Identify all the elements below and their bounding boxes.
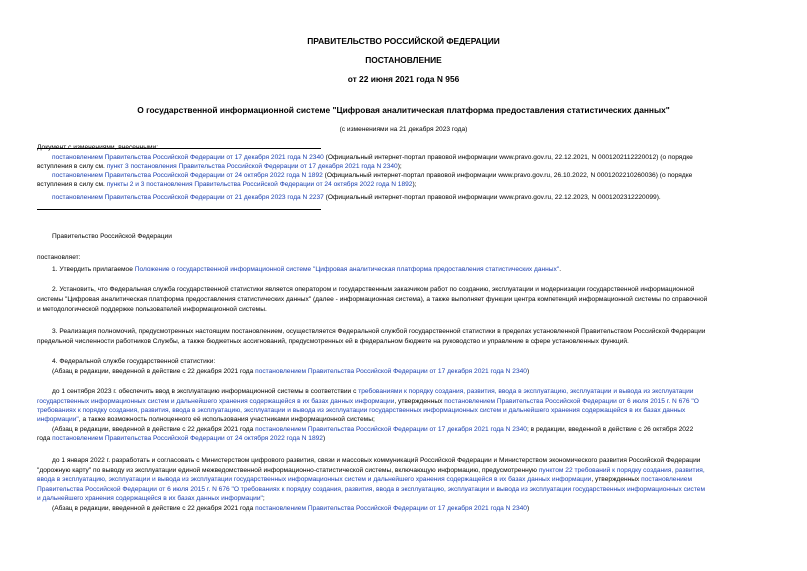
revision-note: (с изменениями на 21 декабря 2023 года) — [339, 126, 468, 133]
amendment-3 — [52, 193, 661, 203]
paragraph-4-note: (Абзац в редакции, введенной в действие с 22 декабря 2021 года постановлением Правительства Российской Федерации от 17 декабря 2021 года N 2340) — [52, 368, 530, 375]
paragraph-5-note: (Абзац в редакции, введенной в действие с 22 декабря 2021 года постановлением Правительства Российской Федерации от 17 декабря 2021 года N 2340; в редакции, введенной в действие с 26 октября 2022 — [52, 426, 694, 433]
point-22-link[interactable]: пунктом 22 требований к порядку создания, развития, — [538, 467, 705, 474]
paragraph-2-line-2: системы "Цифровая аналитическая платформа предоставления статистических данных" (далее - информационная система), а также выполняет функции центра компетенций информационной системы по справочной — [37, 296, 708, 303]
regulation-link[interactable]: Положение о государственной информационной системе "Цифровая аналитическая платформа предоставления статистических данных" — [134, 266, 560, 273]
resolution-676-link[interactable]: постановлением Правительства Российской Федерации от 6 июля 2015 г. N 676 "О — [444, 398, 699, 405]
document-date-number: от 22 июня 2021 года N 956 — [347, 74, 460, 84]
document-type-heading: ПОСТАНОВЛЕНИЕ — [365, 55, 442, 65]
paragraph-6-line-3: ввода в эксплуатацию, эксплуатации и вывода из эксплуатации государственных информационных систем и дальнейшего хранения содержащейся в их базах данных информации, утвержденных постановлением — [37, 476, 693, 483]
amendment-2-continued: вступления в силу см. пункты 2 и 3 постановления Правительства Российской Федерации от 24 октября 2022 года N 1892); — [37, 181, 417, 188]
amendment-3-text: (Официальный интернет-портал правовой информации www.pravo.gov.ru, 22.12.2023, N 0001202312220099). — [323, 194, 661, 201]
government-line: Правительство Российской Федерации — [52, 233, 172, 240]
paragraph-3-line-1: 3. Реализация полномочий, предусмотренных настоящим постановлением, осуществляется Федеральной службой государственной статистики в пределах установленной Правительством Российской Федерации — [52, 328, 706, 335]
paragraph-6-line-1: до 1 января 2022 г. разработать и согласовать с Министерством цифрового развития, связи и массовых коммуникаций Российской Федерации и Министерством экономического развития Российской Федерации — [52, 457, 701, 464]
amendment-2-order-link[interactable]: пункты 2 и 3 постановления Правительства Российской Федерации от 24 октября 2022 года N 1892 — [106, 181, 413, 188]
amendments-intro: Документ с изменениями, внесенными: — [37, 144, 159, 151]
amendment-3-link[interactable]: постановлением Правительства Российской Федерации от 21 декабря 2023 года N 2237 — [52, 194, 324, 201]
paragraph-4-note-link[interactable]: постановлением Правительства Российской Федерации от 17 декабря 2021 года N 2340 — [255, 368, 527, 375]
paragraph-1: 1. Утвердить прилагаемое Положение о государственной информационной системе "Цифровая аналитическая платформа предоставления статистических данных". — [52, 266, 562, 273]
paragraph-6-note: (Абзац в редакции, введенной в действие с 22 декабря 2021 года постановлением Правительства Российской Федерации от 17 декабря 2021 года N 2340) — [52, 505, 530, 512]
amendment-2-link[interactable]: постановлением Правительства Российской Федерации от 24 октября 2022 года N 1892 — [52, 172, 323, 179]
amendment-1-order-link[interactable]: пункт 3 постановления Правительства Российской Федерации от 17 декабря 2021 года N 2340 — [106, 163, 398, 170]
paragraph-5-line-3: требованиях к порядку создания, развития, ввода в эксплуатацию, эксплуатации и вывода из эксплуатации государственных информационных систем и дальнейшего хранения содержащейся в их базах данных — [37, 407, 686, 414]
paragraph-5-note-link-2[interactable]: постановлением Правительства Российской Федерации от 24 октября 2022 года N 1892 — [52, 435, 323, 442]
paragraph-2-line-1: 2. Установить, что Федеральная служба государственной статистики является оператором и государственным заказчиком работ по созданию, эксплуатации и модернизации государственной информационной — [52, 286, 695, 293]
paragraph-5-line-2: государственных информационных систем и дальнейшего хранения содержащейся в их базах данных информации, утвержденных постановлением Правительства Российской Федерации от 6 июля 2015 г. N 676 "О — [37, 398, 699, 405]
amendment-1-link[interactable]: постановлением Правительства Российской Федерации от 17 декабря 2021 года N 2340 — [52, 154, 324, 161]
government-heading: ПРАВИТЕЛЬСТВО РОССИЙСКОЙ ФЕДЕРАЦИИ — [307, 36, 500, 46]
paragraph-5-line-1: до 1 сентября 2023 г. обеспечить ввод в эксплуатацию информационной системы в соответствии с требованиями к порядку создания, развития, ввода в эксплуатацию, эксплуатации и вывода из эксплуатации — [52, 388, 694, 395]
paragraph-5-note-continued: года постановлением Правительства Российской Федерации от 24 октября 2022 года N 1892) — [37, 435, 326, 442]
requirements-link[interactable]: требованиями к порядку создания, развития, ввода в эксплуатацию, эксплуатации и вывода из эксплуатации — [358, 388, 694, 395]
paragraph-5-note-link[interactable]: постановлением Правительства Российской Федерации от 17 декабря 2021 года N 2340 — [255, 426, 527, 433]
paragraph-5-line-4: информации", а также возможность полноценного её использования участниками информационной системы; — [37, 416, 375, 423]
paragraph-2-line-3: и методологической поддержке пользователей информационной системы. — [37, 306, 267, 313]
divider-bottom — [37, 209, 321, 210]
paragraph-6-line-2: "дорожную карту" по выводу из эксплуатации единой межведомственной информационно-статистической системы, включающую информацию, предусмотренную пунктом 22 требований к порядку создания, развития, — [37, 467, 705, 474]
amendment-2-text: (Официальный интернет-портал правовой информации www.pravo.gov.ru, 26.10.2022, N 0001202210260036) (о порядке — [322, 172, 693, 179]
decrees-line: постановляет: — [37, 254, 81, 261]
paragraph-6-line-4: Правительства Российской Федерации от 6 июля 2015 г. N 676 "О требованиях к порядку создания, развития, ввода в эксплуатацию, эксплуатации и вывода из эксплуатации государственных информационных систем — [37, 486, 705, 493]
document-title: О государственной информационной системе "Цифровая аналитическая платформа предоставления статистических данных" — [137, 105, 670, 115]
paragraph-4: 4. Федеральной службе государственной статистики: — [52, 358, 216, 365]
divider-top — [37, 148, 321, 149]
paragraph-3-line-2: предельной численности работников Службы, а также бюджетных ассигнований, предусмотренных ей в федеральном бюджете на руководство и управление в сфере установленных функций. — [37, 338, 629, 345]
paragraph-6-note-link[interactable]: постановлением Правительства Российской Федерации от 17 декабря 2021 года N 2340 — [255, 505, 527, 512]
amendment-1-continued: вступления в силу см. пункт 3 постановления Правительства Российской Федерации от 17 декабря 2021 года N 2340); — [37, 163, 402, 170]
amendment-1-text: (Официальный интернет-портал правовой информации www.pravo.gov.ru, 22.12.2021, N 0001202112220012) (о порядке — [323, 154, 693, 161]
paragraph-6-line-5: и дальнейшего хранения содержащейся в их базах данных информации"; — [37, 495, 265, 502]
